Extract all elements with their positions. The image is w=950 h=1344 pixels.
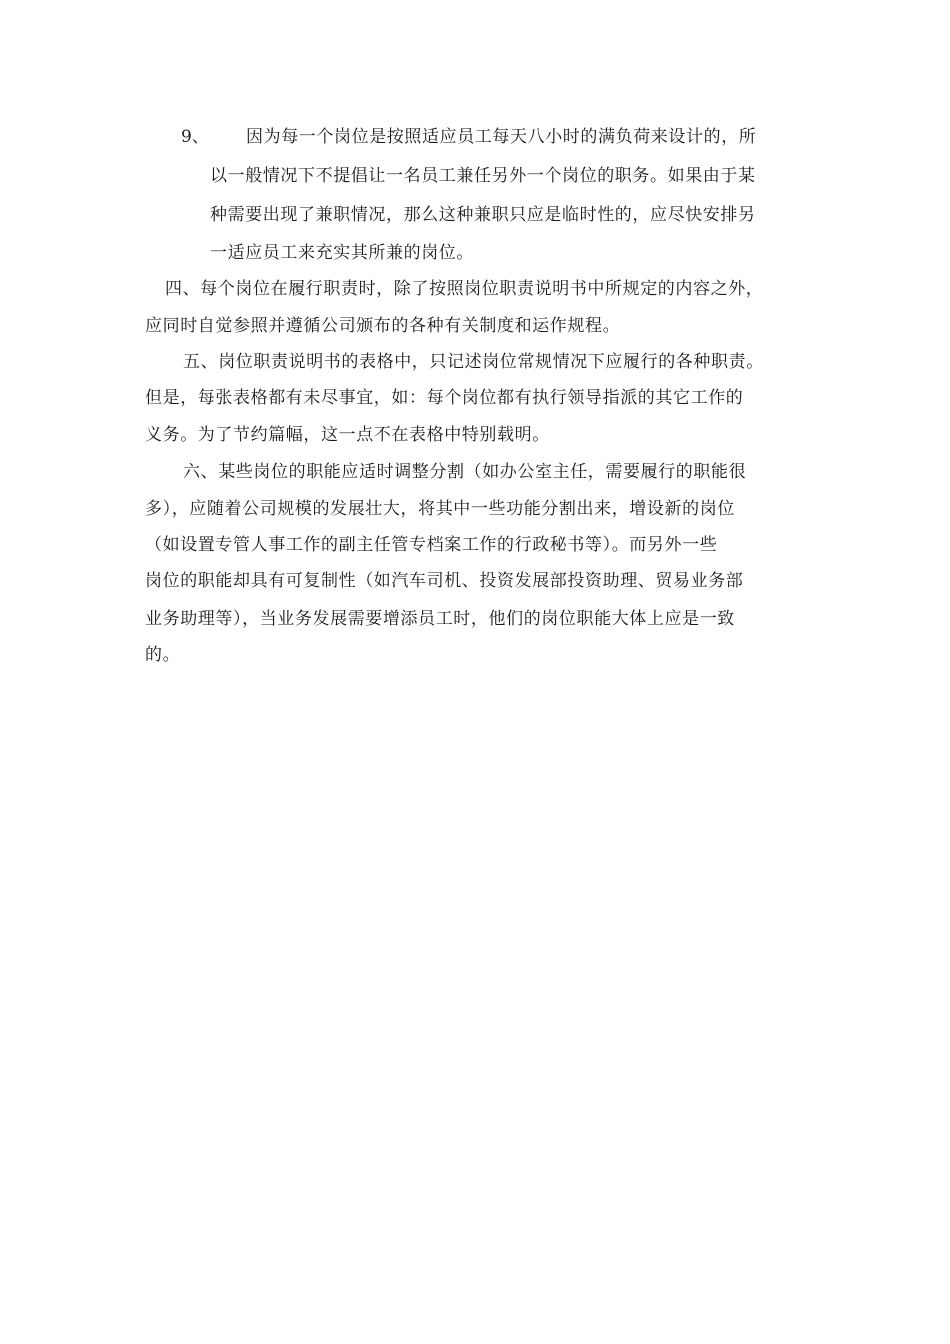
section-6-line-4: 岗位的职能却具有可复制性（如汽车司机、投资发展部投资助理、贸易业务部: [145, 571, 744, 591]
section-6-line-1: 六、某些岗位的职能应适时调整分割（如办公室主任，需要履行的职能很: [183, 462, 747, 482]
section-4-line-2: 应同时自觉参照并遵循公司颁布的各种有关制度和运作规程。: [145, 316, 621, 336]
item-9-line-3: 种需要出现了兼职情况，那么这种兼职只应是临时性的，应尽快安排另: [210, 205, 756, 225]
section-4-line-1: 四、每个岗位在履行职责时，除了按照岗位职责说明书中所规定的内容之外，: [165, 279, 764, 299]
section-5-line-3: 义务。为了节约篇幅，这一点不在表格中特别载明。: [145, 425, 550, 445]
section-6-line-5: 业务助理等），当业务发展需要增添员工时，他们的岗位职能大体上应是一致: [145, 609, 735, 629]
item-9-line-2: 以一般情况下不提倡让一名员工兼任另外一个岗位的职务。如果由于某: [210, 166, 756, 186]
item-9-line-1: 因为每一个岗位是按照适应员工每天八小时的满负荷来设计的，所: [246, 127, 757, 147]
item-9-number: 9、: [181, 127, 209, 147]
section-6-line-2: 多），应随着公司规模的发展壮大，将其中一些功能分割出来，增设新的岗位: [145, 499, 735, 519]
section-5-line-1: 五、岗位职责说明书的表格中，只记述岗位常规情况下应履行的各种职责。: [183, 352, 764, 372]
section-6-line-3: （如设置专管人事工作的副主任管专档案工作的行政秘书等）。而另外一些: [145, 535, 718, 555]
section-6-line-6: 的。: [145, 645, 181, 665]
item-9-line-4: 一适应员工来充实其所兼的岗位。: [210, 243, 474, 263]
section-5-line-2: 但是，每张表格都有未尽事宜，如：每个岗位都有执行领导指派的其它工作的: [145, 388, 744, 408]
